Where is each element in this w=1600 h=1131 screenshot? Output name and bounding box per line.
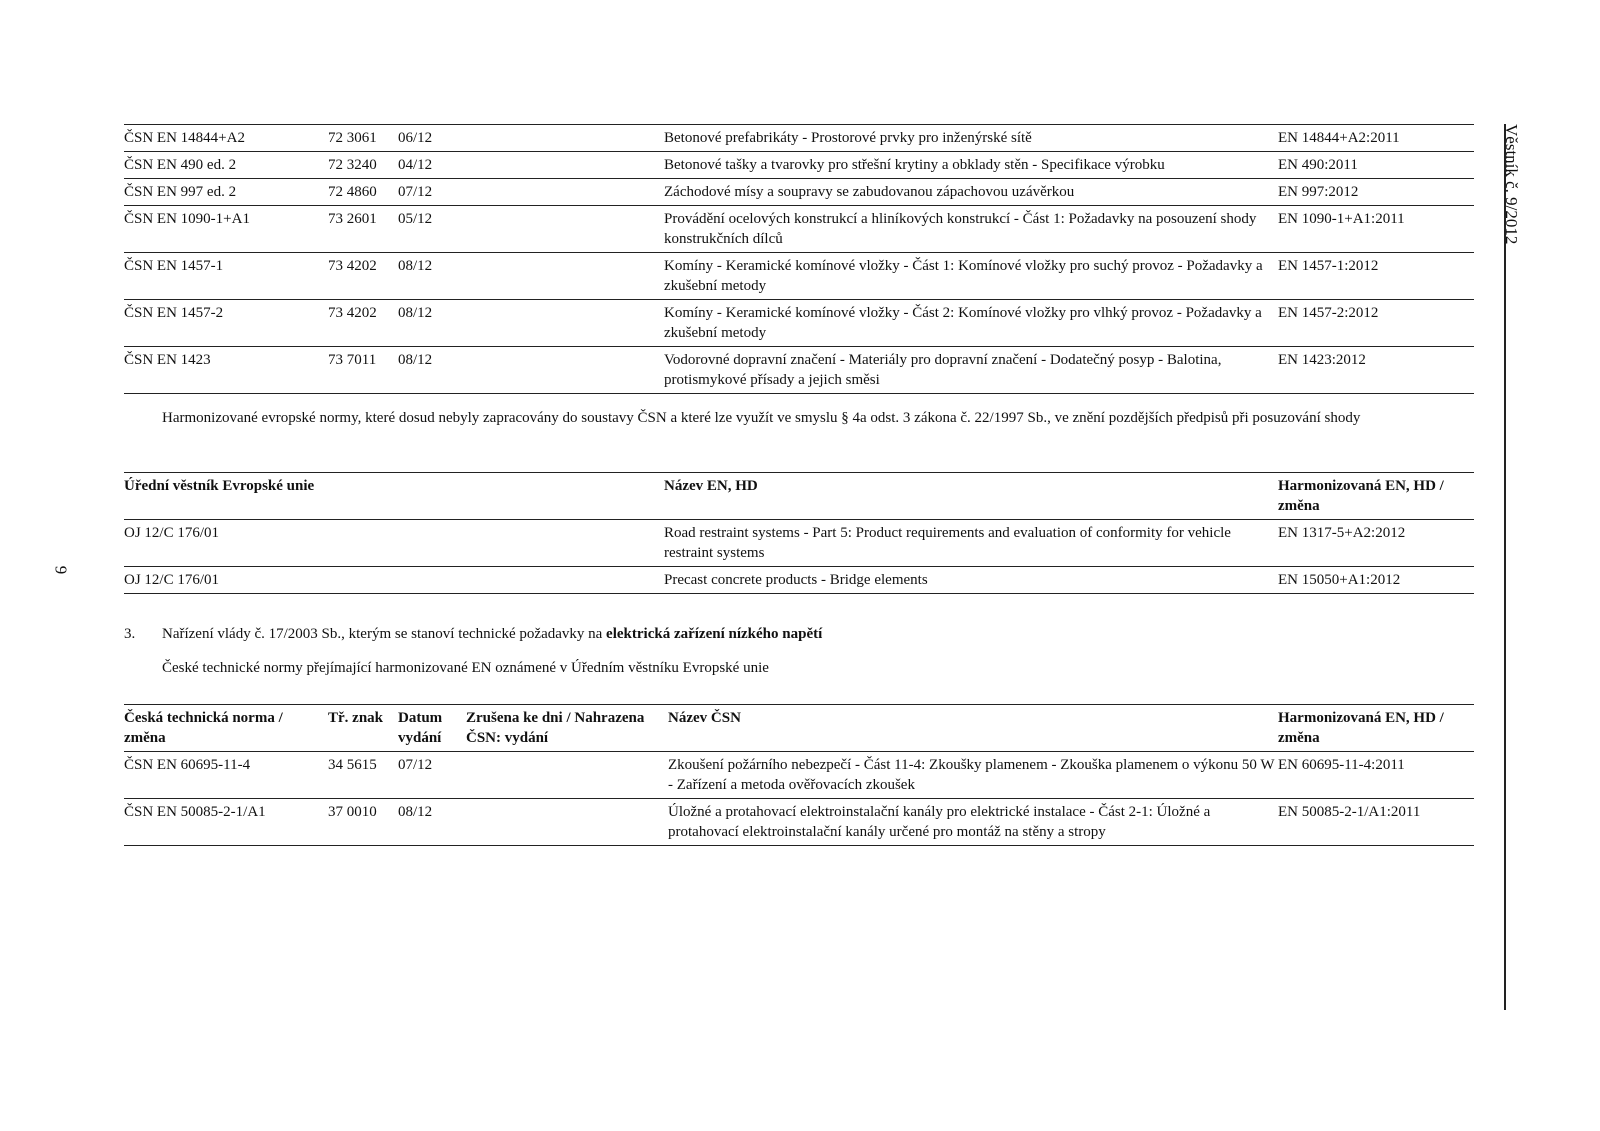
col-header-norm: Česká technická norma / změna [124,710,283,746]
oj-table [124,472,1474,594]
cell-znak: 72 3240 [328,157,377,173]
cell-nazev: Záchodové mísy a soupravy se zabudovanou zápachovou uzávěrkou [664,184,1075,200]
cell-datum: 08/12 [398,305,433,321]
col-header-oj: Úřední věstník Evropské unie [124,478,315,494]
table-row [124,347,1474,394]
col-header-nazev: Název ČSN [668,710,741,726]
cell-zrusena [464,152,664,179]
cell-nazev: Provádění ocelových konstrukcí a hliníkových konstrukcí - Část 1: Požadavky na posouzení shody konstrukčních dílců [664,211,1257,247]
cell-datum: 07/12 [398,757,433,773]
cell-znak: 73 4202 [328,305,377,321]
section-number: 3. [124,626,136,642]
cell-harm: EN 60695-11-4:2011 [1278,757,1405,773]
page-number [51,560,76,580]
cell-norm: ČSN EN 1423 [124,352,211,368]
table-row [124,206,1474,253]
table-row [124,179,1474,206]
cell-norm: ČSN EN 60695-11-4 [124,757,251,773]
cell-norm: ČSN EN 997 ed. 2 [124,184,237,200]
table-row [124,125,1474,152]
table-row [124,300,1474,347]
cell-harm: EN 490:2011 [1278,157,1358,173]
cell-datum: 08/12 [398,804,433,820]
cell-harm: EN 1423:2012 [1278,352,1366,368]
col-header-datum: Datum vydání [398,710,443,746]
cell-nazev: Komíny - Keramické komínové vložky - Část 1: Komínové vložky pro suchý provoz - Požadavky a zkušební metody [664,258,1263,294]
cell-zrusena [466,752,668,799]
journal-side-label-text: Věstník č. 9/2012 [1502,124,1521,245]
cell-harm: EN 1317-5+A2:2012 [1278,525,1406,541]
cell-oj: OJ 12/C 176/01 [124,572,220,588]
cell-nazev: Vodorovné dopravní značení - Materiály pro dopravní značení - Dodatečný posyp - Balotina, protismykové přísady a jejich směsi [664,352,1222,388]
cell-nazev: Úložné a protahovací elektroinstalační kanály pro elektrické instalace - Část 2-1: Úložné a protahovací elektroinstalační kanály určené pro montáž na stěny a stropy [668,804,1211,840]
cell-nazev: Precast concrete products - Bridge elements [664,572,928,588]
csn-table-lv [124,704,1474,846]
col-header-znak: Tř. znak [328,710,384,726]
cell-norm: ČSN EN 1090-1+A1 [124,211,250,227]
cell-datum: 08/12 [398,258,433,274]
cell-harm: EN 997:2012 [1278,184,1359,200]
cell-zrusena [464,206,664,253]
cell-znak: 37 0010 [328,804,377,820]
cell-harm: EN 50085-2-1/A1:2011 [1278,804,1421,820]
cell-zrusena [464,253,664,300]
harmonized-norms-paragraph: Harmonizované evropské normy, které dosud nebyly zapracovány do soustavy ČSN a které lze využít ve smyslu § 4a odst. 3 zákona č. 22/1997 Sb., ve znění pozdějších předpisů při posuzování shody [162,410,1361,426]
cell-znak: 73 2601 [328,211,377,227]
table-header-row [124,705,1474,752]
section-title-bold: elektrická zařízení nízkého napětí [606,626,823,642]
cell-norm: ČSN EN 50085-2-1/A1 [124,804,266,820]
cell-harm: EN 14844+A2:2011 [1278,130,1400,146]
cell-znak: 73 4202 [328,258,377,274]
cell-nazev: Road restraint systems - Part 5: Product requirements and evaluation of conformity for vehicle restraint systems [664,525,1231,561]
cell-znak: 34 5615 [328,757,377,773]
cell-harm: EN 1090-1+A1:2011 [1278,211,1405,227]
col-header-harm: Harmonizovaná EN, HD / změna [1278,478,1444,514]
cell-datum: 05/12 [398,211,433,227]
table-row [124,567,1474,594]
cell-norm: ČSN EN 1457-2 [124,305,224,321]
cell-datum: 08/12 [398,352,433,368]
cell-znak: 72 4860 [328,184,377,200]
cell-datum: 07/12 [398,184,433,200]
cell-harm: EN 1457-2:2012 [1278,305,1379,321]
cell-norm: ČSN EN 490 ed. 2 [124,157,237,173]
cell-nazev: Betonové tašky a tvarovky pro střešní krytiny a obklady stěn - Specifikace výrobku [664,157,1165,173]
journal-side-label [1497,124,1521,284]
page-number-text: 9 [51,565,71,575]
cell-datum: 06/12 [398,130,433,146]
cell-zrusena [464,125,664,152]
section-title [162,624,1462,644]
section-subtitle: České technické normy přejímající harmonizované EN oznámené v Úředním věstníku Evropské unie [162,660,769,676]
cell-znak: 72 3061 [328,130,377,146]
table-row [124,752,1474,799]
cell-norm: ČSN EN 14844+A2 [124,130,245,146]
cell-nazev: Komíny - Keramické komínové vložky - Část 2: Komínové vložky pro vlhký provoz - Požadavky a zkušební metody [664,305,1262,341]
table-row [124,152,1474,179]
table-row [124,253,1474,300]
cell-zrusena [464,179,664,206]
table-header-row [124,473,1474,520]
cell-znak: 73 7011 [328,352,377,368]
csn-table-continued [124,124,1474,394]
section-title-prefix: Nařízení vlády č. 17/2003 Sb., kterým se stanoví technické požadavky na [162,626,607,642]
col-header-nazev: Název EN, HD [664,478,758,494]
col-header-zrusena: Zrušena ke dni / Nahrazena ČSN: vydání [466,710,645,746]
cell-datum: 04/12 [398,157,433,173]
cell-norm: ČSN EN 1457-1 [124,258,224,274]
cell-harm: EN 15050+A1:2012 [1278,572,1401,588]
cell-nazev: Betonové prefabrikáty - Prostorové prvky pro inženýrské sítě [664,130,1032,146]
cell-zrusena [464,347,664,394]
cell-oj: OJ 12/C 176/01 [124,525,220,541]
table-row [124,520,1474,567]
table-row [124,799,1474,846]
cell-zrusena [466,799,668,846]
col-header-harm: Harmonizovaná EN, HD / změna [1278,710,1444,746]
cell-zrusena [464,300,664,347]
cell-nazev: Zkoušení požárního nebezpečí - Část 11-4: Zkoušky plamenem - Zkouška plamenem o výkonu 50 W - Zařízení a metoda ověřovacích zkoušek [668,757,1275,793]
cell-harm: EN 1457-1:2012 [1278,258,1379,274]
